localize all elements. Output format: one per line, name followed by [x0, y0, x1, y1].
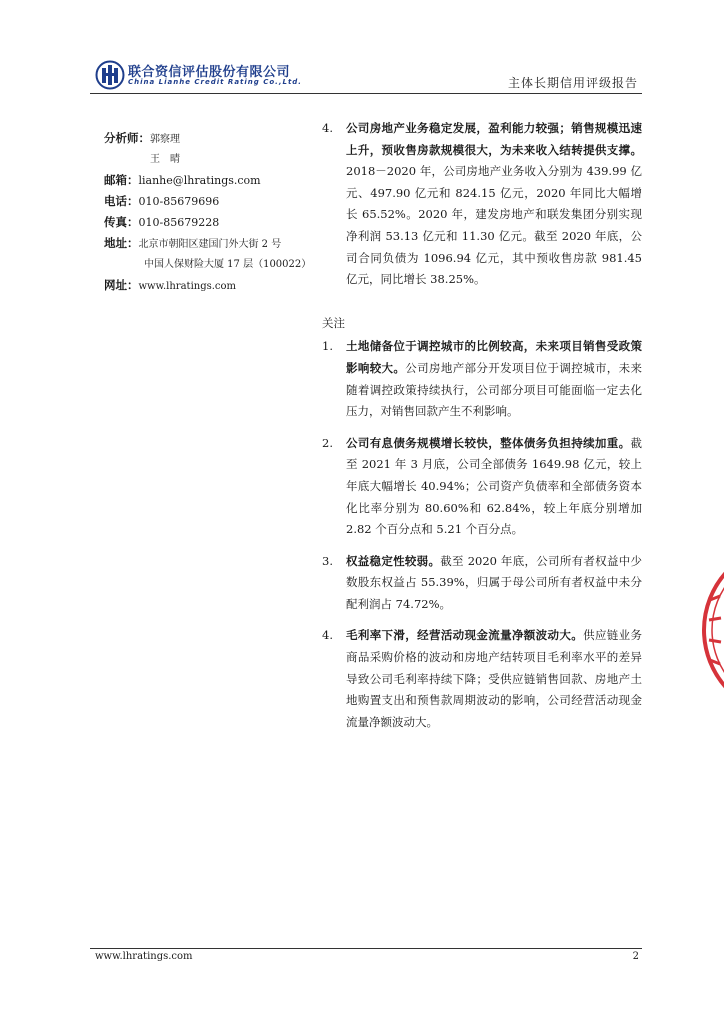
item-text: [346, 625, 642, 733]
item-lead: 公司有息债务规模增长较快，整体债务负担持续加重。: [346, 435, 631, 450]
company-name-en: China Lianhe Credit Rating Co.,Ltd.: [128, 78, 302, 86]
fax-row: [104, 212, 314, 233]
company-name-cn: 联合资信评估股份有限公司: [128, 65, 291, 80]
address-line-2: 中国人保财险大厦 17 层（100022）: [144, 259, 312, 270]
phone-row: [104, 191, 314, 212]
footer-website-link[interactable]: www.lhratings.com: [95, 951, 193, 962]
item-body: 供应链业务商品采购价格的波动和房地产结转项目毛利率水平的差异导致公司毛利率持续下降；受供应链销售回款、房地产土地购置支出和预售款周期波动的影响，公司经营活动现金流量净额波动大。: [346, 628, 643, 729]
seal-stamp-icon: [700, 540, 724, 720]
item-number: 4.: [322, 628, 333, 643]
concern-item-3: [322, 551, 642, 616]
fax-value: 010-85679228: [138, 216, 220, 229]
page-number: 2: [632, 951, 639, 962]
item-lead: 毛利率下滑，经营活动现金流量净额波动大。: [346, 628, 584, 643]
phone-value: 010-85679696: [138, 195, 220, 208]
concern-item-1: [322, 336, 642, 422]
item-text: [346, 336, 642, 422]
item-number: 4.: [322, 121, 333, 135]
website-label: 网址：: [104, 278, 139, 292]
concerns-heading: 关注: [322, 315, 345, 330]
item-body: 截至 2020 年底，公司所有者权益中少数股东权益占 55.39%，归属于母公司所有者权益中未分配利润占 74.72%。: [346, 553, 642, 611]
website-link[interactable]: www.lhratings.com: [138, 281, 237, 292]
item-text: [346, 433, 642, 541]
address-line-1: 北京市朝阳区建国门外大街 2 号: [138, 239, 282, 250]
item-lead: 公司房地产业务稳定发展，盈利能力较强；销售规模迅速上升，预收售房款规模很大，为未来收入结转提供支撑。: [346, 121, 642, 157]
lianhe-logo-icon: [95, 60, 125, 90]
item-body: 2018－2020 年，公司房地产业务收入分别为 439.99 亿元、497.90 亿元和 824.15 亿元，2020 年同比大幅增长 65.52%。2020 年，建发房地产和联发集团分别实现净利润 53.13 亿元和 11.30 亿元。截至 2020 年底，公司合同负债为 1096.94 亿元，其中预收售房款 981.45 亿元，同比增长 38.25%。: [346, 164, 642, 287]
item-body: 截至 2021 年 3 月底，公司全部债务 1649.98 亿元，较上年底大幅增长 40.94%；公司资产负债率和全部债务资本化比率分别为 80.60%和 62.84%，较上年底分别增加 2.82 个百分点和 5.21 个百分点。: [346, 435, 642, 537]
fax-label: 传真：: [104, 215, 139, 229]
header-divider: [90, 93, 642, 94]
concern-item-4: [322, 625, 642, 733]
contact-block: [104, 128, 314, 296]
item-number: 2.: [322, 435, 333, 450]
item-number: 3.: [322, 553, 333, 568]
analyst-label: 分析师：: [104, 131, 150, 145]
address-row: [104, 233, 314, 254]
address-label: 地址：: [104, 236, 139, 250]
email-row: [104, 170, 314, 191]
item-text: [346, 118, 642, 291]
analyst-row: [104, 128, 314, 149]
main-column: [322, 118, 642, 743]
footer-divider: [90, 948, 642, 949]
report-type-title: 主体长期信用评级报告: [507, 76, 638, 90]
phone-label: 电话：: [104, 194, 139, 208]
concern-item-2: [322, 433, 642, 541]
email-value[interactable]: lianhe@lhratings.com: [138, 174, 261, 187]
website-row: [104, 275, 314, 296]
analyst-name-2: 王 晴: [150, 154, 180, 165]
item-lead: 权益稳定性较弱。: [346, 553, 441, 568]
item-number: 1.: [322, 339, 333, 354]
item-text: [346, 551, 642, 616]
strength-item-4: [322, 118, 642, 291]
item-lead: 土地储备位于调控城市的比例较高，未来项目销售受政策影响较大。: [346, 339, 642, 375]
analyst-name-1: 郭察理: [150, 134, 180, 145]
email-label: 邮箱：: [104, 173, 139, 187]
item-body: 公司房地产部分开发项目位于调控城市，未来随着调控政策持续执行，公司部分项目可能面临一定去化压力，对销售回款产生不利影响。: [346, 360, 643, 419]
